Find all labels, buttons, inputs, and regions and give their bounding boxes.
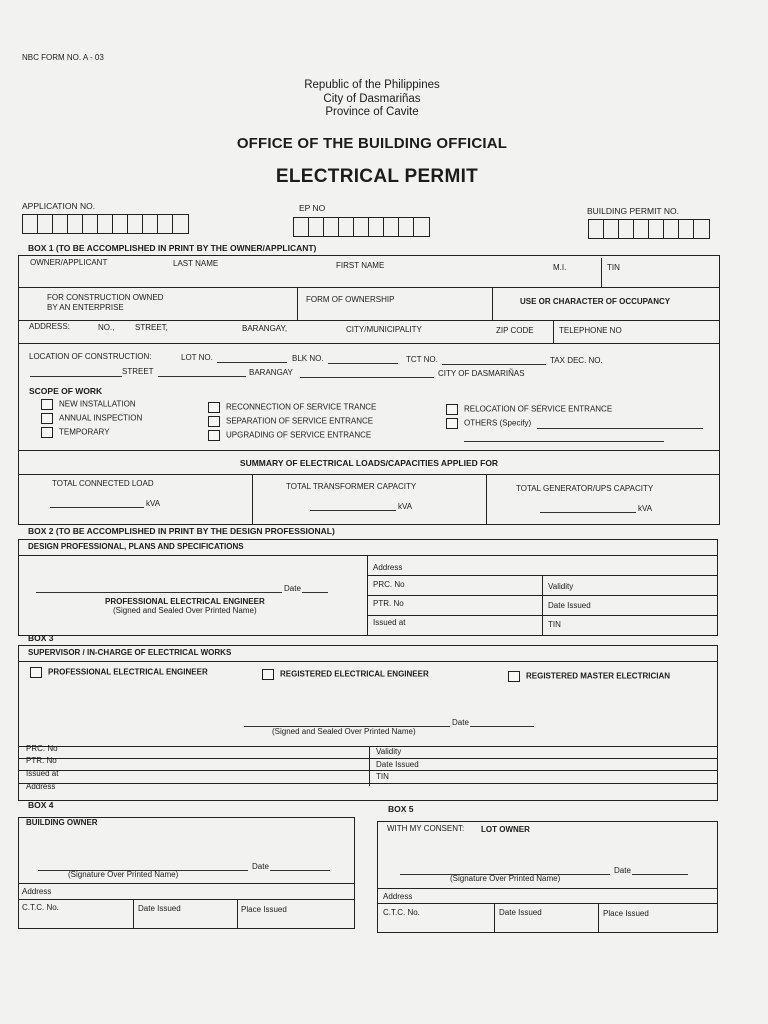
location-barangay-label: BARANGAY (249, 368, 293, 377)
office-title: OFFICE OF THE BUILDING OFFICIAL (236, 135, 508, 152)
box2-pee-label: PROFESSIONAL ELECTRICAL ENGINEER (105, 597, 265, 606)
total-transformer-label: TOTAL TRANSFORMER CAPACITY (286, 482, 417, 491)
box3-tin-label: TIN (376, 772, 389, 781)
box5-signature-label: (Signature Over Printed Name) (450, 874, 561, 883)
box4-ctc-label: C.T.C. No. (22, 903, 59, 912)
checkbox[interactable] (208, 402, 220, 413)
address-barangay-label: BARANGAY, (242, 324, 288, 333)
header-city: City of Dasmariñas (323, 93, 421, 105)
box4-address-label: Address (22, 887, 52, 896)
box2-prc-label: PRC. No (373, 580, 405, 589)
scope-reconnection[interactable]: RECONNECTION OF SERVICE TRANCE (208, 402, 376, 413)
box4-heading: BOX 4 (28, 800, 54, 810)
building-permit-no-label: BUILDING PERMIT NO. (587, 206, 679, 216)
zip-code-label: ZIP CODE (496, 326, 534, 335)
box3-heading: BOX 3 (28, 633, 54, 643)
box5-date-issued-label: Date Issued (499, 908, 542, 917)
building-owner-label: BUILDING OWNER (26, 818, 98, 827)
checkbox[interactable] (446, 418, 458, 429)
checkbox[interactable] (41, 413, 53, 424)
transformer-unit: kVA (398, 502, 413, 511)
box5-address-label: Address (383, 892, 413, 901)
box4-date-issued-label: Date Issued (138, 904, 181, 913)
box1-heading: BOX 1 (TO BE ACCOMPLISHED IN PRINT BY THE OWNER/APPLICANT) (28, 243, 317, 253)
box3-option-ree[interactable]: REGISTERED ELECTRICAL ENGINEER (262, 669, 429, 680)
box2-signed-sealed: (Signed and Sealed Over Printed Name) (113, 606, 257, 615)
city-dasmarinas-label: CITY OF DASMARIÑAS (438, 369, 525, 378)
page-title: ELECTRICAL PERMIT (275, 166, 479, 187)
checkbox[interactable] (208, 430, 220, 441)
scope-relocation[interactable]: RELOCATION OF SERVICE ENTRANCE (446, 404, 612, 415)
tin-label: TIN (607, 263, 620, 272)
ep-no-field[interactable] (293, 217, 430, 237)
checkbox[interactable] (41, 399, 53, 410)
telephone-label: TELEPHONE NO (559, 326, 622, 335)
lot-no-label: LOT NO. (181, 353, 213, 362)
location-label: LOCATION OF CONSTRUCTION: (29, 352, 152, 361)
design-professional-label: DESIGN PROFESSIONAL, PLANS AND SPECIFICATIONS (28, 542, 244, 551)
box3-validity-label: Validity (376, 747, 402, 756)
box2-ptr-label: PTR. No (373, 599, 404, 608)
owner-applicant-label: OWNER/APPLICANT (30, 258, 108, 267)
checkbox[interactable] (508, 671, 520, 682)
header-province: Province of Cavite (325, 106, 419, 118)
scope-others[interactable]: OTHERS (Specify) (446, 418, 531, 429)
box3-prc-label: PRC. No (26, 744, 58, 753)
summary-heading: SUMMARY OF ELECTRICAL LOADS/CAPACITIES APPLIED FOR (239, 458, 499, 468)
tct-no-label: TCT NO. (406, 355, 438, 364)
header-republic: Republic of the Philippines (304, 79, 440, 91)
form-ownership-label: FORM OF OWNERSHIP (306, 295, 395, 304)
building-permit-no-field[interactable] (588, 219, 710, 239)
address-no-label: NO., (98, 323, 115, 332)
checkbox[interactable] (208, 416, 220, 427)
box5-heading: BOX 5 (388, 804, 414, 814)
checkbox[interactable] (446, 404, 458, 415)
connected-load-unit: kVA (146, 499, 161, 508)
application-no-label: APPLICATION NO. (22, 201, 96, 211)
scope-separation[interactable]: SEPARATION OF SERVICE ENTRANCE (208, 416, 373, 427)
box3-option-rme[interactable]: REGISTERED MASTER ELECTRICIAN (508, 671, 670, 682)
address-city-label: CITY/MUNICIPALITY (346, 325, 422, 334)
box5-ctc-label: C.T.C. No. (383, 908, 420, 917)
box2-address-label: Address (373, 563, 403, 572)
box2-heading: BOX 2 (TO BE ACCOMPLISHED IN PRINT BY THE DESIGN PROFESSIONAL) (28, 526, 335, 536)
checkbox[interactable] (262, 669, 274, 680)
scope-temporary[interactable]: TEMPORARY (41, 427, 110, 438)
scope-annual-inspection[interactable]: ANNUAL INSPECTION (41, 413, 142, 424)
box2-frame (18, 539, 718, 636)
checkbox[interactable] (41, 427, 53, 438)
box3-ptr-label: PTR. No (26, 756, 57, 765)
box5-date-label: Date (614, 866, 631, 875)
blk-no-label: BLK NO. (292, 354, 324, 363)
first-name-label: FIRST NAME (336, 261, 385, 270)
construction-owned-label: FOR CONSTRUCTION OWNED (47, 293, 164, 302)
ep-no-label: EP NO (299, 203, 326, 213)
location-street-label: STREET (122, 367, 154, 376)
box5-place-issued-label: Place Issued (603, 909, 649, 918)
scope-new-installation[interactable]: NEW INSTALLATION (41, 399, 136, 410)
construction-enterprise-label: BY AN ENTERPRISE (47, 303, 124, 312)
generator-unit: kVA (638, 504, 653, 513)
total-connected-load-label: TOTAL CONNECTED LOAD (52, 479, 154, 488)
box2-date-label: Date (284, 584, 301, 593)
box3-date-label: Date (452, 718, 469, 727)
scope-of-work-label: SCOPE OF WORK (29, 386, 103, 396)
use-character-label: USE OR CHARACTER OF OCCUPANCY (520, 297, 671, 306)
address-label: ADDRESS: (29, 322, 70, 331)
box3-date-issued-label: Date Issued (376, 760, 419, 769)
with-consent-label: WITH MY CONSENT: (387, 824, 465, 833)
total-generator-label: TOTAL GENERATOR/UPS CAPACITY (516, 484, 654, 493)
box4-place-issued-label: Place Issued (241, 905, 287, 914)
tax-dec-label: TAX DEC. NO. (550, 356, 603, 365)
address-street-label: STREET, (135, 323, 168, 332)
box4-date-label: Date (252, 862, 269, 871)
box2-date-issued-label: Date Issued (548, 601, 591, 610)
checkbox[interactable] (30, 667, 42, 678)
box3-address-label: Address (26, 782, 56, 791)
box3-option-pee[interactable]: PROFESSIONAL ELECTRICAL ENGINEER (30, 667, 208, 678)
box3-signed-sealed: (Signed and Sealed Over Printed Name) (272, 727, 416, 736)
mi-label: M.I. (553, 263, 567, 272)
box2-issued-at-label: Issued at (373, 618, 406, 627)
box3-issued-at-label: Issued at (26, 769, 59, 778)
application-no-field[interactable] (22, 214, 189, 234)
form-number: NBC FORM NO. A - 03 (22, 53, 104, 62)
box2-validity-label: Validity (548, 582, 574, 591)
lot-owner-label: LOT OWNER (481, 825, 530, 834)
box4-signature-label: (Signature Over Printed Name) (68, 870, 179, 879)
last-name-label: LAST NAME (173, 259, 219, 268)
supervisor-label: SUPERVISOR / IN-CHARGE OF ELECTRICAL WORKS (28, 648, 232, 657)
box2-tin-label: TIN (548, 620, 561, 629)
scope-upgrading[interactable]: UPGRADING OF SERVICE ENTRANCE (208, 430, 371, 441)
